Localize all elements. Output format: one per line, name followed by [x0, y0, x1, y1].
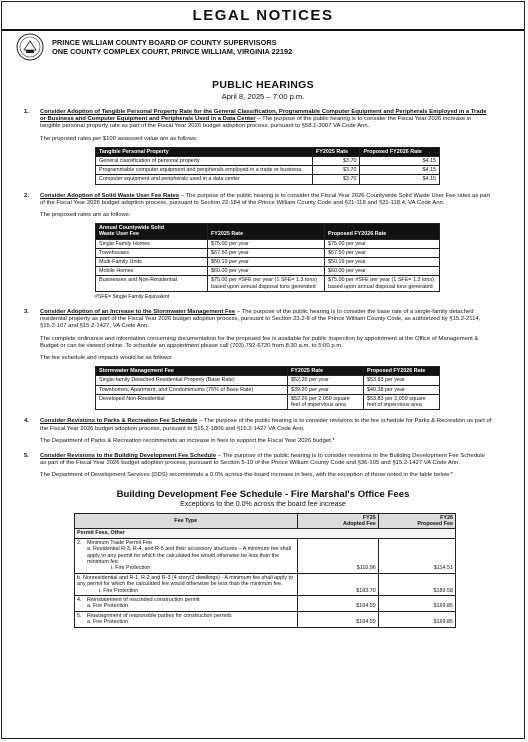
item-text: The complete ordinance and information concerning documentation for the proposed fee is available for public inspection by appointment at the Office of Management & Budget or can be viewed online. To schedule an appointment please call (703) 792-6720 from 8:30 a.m. to 5:00 p.m.	[40, 335, 479, 349]
table-row	[96, 394, 440, 409]
item-body: – The purpose of the public hearing is to consider revisions to the Building Development Fee Schedule as part of the Fiscal Year 2026 budget adoption process, pursuant to Section 5-19 of the Prince William County Code and §36-105 and §15.2-1427 VA Code Ann.	[40, 452, 485, 467]
fee-label-text: Reassignment of responsible parties for construction permits	[87, 612, 232, 619]
item-body: – The purpose of the public hearing is to consider the base rate of a single-family detached residential property as part of the Fiscal Year 2026 budget adoption process, pursuant to Section 23.2-8 of the Prince William County Code, as authorized by §15.2-2114, §15.2-107 and §15.2-1427, VA Code Ann.	[40, 309, 481, 330]
item-title: Consider Revisions to the Building Development Fee Schedule	[40, 452, 217, 459]
fee-subitem: a. Fire Protection	[87, 603, 129, 610]
county-seal-icon	[16, 33, 44, 61]
fee-sublabel: a. Residential R-3, R-4, and R-5 and their accessory structures – A minimum fee shall apply to any permit for which the calculated fee would otherwise be less than the minimum fee.	[87, 546, 292, 565]
item-text: The proposed rates per $100 assessed value are as follows:	[40, 135, 198, 142]
item-body: – The purpose of the public hearing is to consider revisions to the fee schedule for Parks & Recreation as part of the Fiscal Year 2026 budget adoption process, pursuant to §15.2-1806 and §15.2-1427 VA Code Ann.	[40, 418, 492, 432]
item-body: – The purpose of the public hearing is to consider the Fiscal Year 2026 increase in tangible personal property rate as part of the Fiscal Year 2026 budget adoption process, pursuant to §58.1-3007 VA Code Ann.	[40, 116, 472, 130]
fee-schedule-title: Building Development Fee Schedule - Fire Marshal's Office Fees	[116, 488, 410, 500]
table-row	[75, 529, 456, 538]
table-cell: $60.00 per year	[325, 267, 440, 276]
fy25-header-bottom: Adopted Fee	[343, 520, 376, 527]
item-text: The Department of Development Services (DDS) recommends a 0.0% across-the-board increase in fees, with the exception of those noted in the table below.*	[40, 472, 453, 479]
fee-label	[75, 573, 298, 595]
table-cell: $53.83 per year	[364, 376, 440, 385]
fy26-value: $169.85	[378, 611, 455, 627]
fee-subitem: i. Fire Protection	[99, 587, 139, 594]
table-cell: $3.70	[313, 157, 360, 166]
item-text: The fee schedule and impacts would be as follows:	[40, 355, 173, 362]
fee-sublabel: b. Nonresidential and R-1, R-2 and R-3 (4 story/2 dwellings) - A minimum fee shall apply to any permit for which the calculated fee would otherwise be less than the minimum fee.	[77, 574, 294, 588]
table-cell: $3.70	[313, 166, 360, 175]
table-cell: $4.15	[360, 157, 440, 166]
fy25-value: $164.59	[297, 611, 378, 627]
table-row	[96, 175, 440, 184]
table-cell: $75.00 per year	[325, 239, 440, 248]
fy25-value: $164.59	[297, 595, 378, 611]
table-header: FY2025 Rate	[208, 224, 325, 239]
fy25-value: $183.70	[297, 573, 378, 595]
row-number: 5.	[77, 612, 82, 619]
item-title: Consider Adoption of Tangible Personal Property Rate for the General Classification, Programmable Computer Equipment and Peripherals Employed in a Trade or Business and Computer Equipment and Peripherals Used in a Data Center	[40, 109, 487, 123]
table-row	[96, 166, 440, 175]
table-cell: $4.15	[360, 166, 440, 175]
table-cell: Programmable computer equipment and peripherals employed in a trade or business	[96, 166, 313, 175]
item-text: The Department of Parks & Recreation recommends an increase in fees to support the Fiscal Year 2026 budget.*	[40, 437, 335, 444]
table-cell: Developed Non-Residential	[96, 394, 288, 409]
page-title: PUBLIC HEARINGS	[212, 79, 314, 91]
table-cell: Computer equipment and peripherals used in a data center	[96, 175, 313, 184]
fee-label-text: Minimum Trade Permit Fee	[87, 539, 153, 546]
section-label: Permit Fees, Other	[75, 529, 456, 538]
fy25-header	[297, 513, 378, 529]
table-row	[96, 376, 440, 385]
item-title: Consider Adoption of an Increase to the Stormwater Management Fee	[40, 309, 236, 316]
agency-address: ONE COUNTY COMPLEX COURT, PRINCE WILLIAM, VIRGINIA 22192	[52, 47, 293, 56]
table-cell: Mobile Homes	[96, 267, 208, 276]
table-row	[75, 538, 456, 573]
table-row	[96, 267, 440, 276]
table-header: Stormwater Management Fee	[96, 367, 288, 376]
fy26-header	[378, 513, 455, 529]
table-cell: $67.50 per year	[325, 248, 440, 257]
table-cell: $75.00 per year	[208, 239, 325, 248]
fy25-header-top: FY25	[362, 514, 376, 521]
fy26-value: $114.51	[378, 538, 455, 573]
table-cell: $3.70	[313, 175, 360, 184]
masthead: LEGAL NOTICES	[2, 2, 524, 31]
table-row	[75, 611, 456, 627]
fy26-header-bottom: Proposed Fee	[417, 520, 453, 527]
item-number: 1.	[24, 109, 29, 115]
fire-marshal-fee-table	[74, 513, 456, 628]
table-cell: $52.26 per 2,059 square feet of impervious area	[288, 394, 364, 409]
table-row	[75, 595, 456, 611]
tpp-rate-table	[95, 147, 440, 185]
table-footnote: #SFE= Single Family Equivalent	[95, 293, 170, 300]
table-cell: Single-family Detached Residential Property (Base Rate)	[96, 376, 288, 385]
notice-item-2	[24, 193, 492, 301]
agency-header	[2, 31, 524, 61]
table-header-bottom: Waste User Fee	[99, 231, 139, 238]
table-cell: $39.20 per year	[288, 385, 364, 394]
table-row	[96, 248, 440, 257]
table-cell: Townhouses	[96, 248, 208, 257]
fy26-value: $169.85	[378, 595, 455, 611]
table-cell: $60.00 per year	[208, 267, 325, 276]
notice-content	[2, 109, 524, 480]
notice-item-3	[24, 309, 492, 410]
table-cell: $50.19 per year	[208, 258, 325, 267]
fy26-header-top: FY26	[440, 514, 453, 521]
table-header: FY2025 Rate	[288, 367, 364, 376]
legal-notice-page	[1, 1, 525, 739]
stormwater-fee-table	[95, 366, 440, 410]
table-cell: Single Family Homes	[96, 239, 208, 248]
fee-subitem: i. Fire Protection	[111, 565, 151, 572]
fee-type-header: Fee Type	[75, 513, 298, 529]
table-cell: $52.26 per year	[288, 376, 364, 385]
agency-name: PRINCE WILLIAM COUNTY BOARD OF COUNTY SUPERVISORS	[52, 38, 277, 47]
fee-label	[75, 595, 298, 611]
table-cell: Townhomes, Apartment, and Condominiums (75% of Base Rate)	[96, 385, 288, 394]
table-row	[75, 573, 456, 595]
table-row	[96, 239, 440, 248]
item-number: 4.	[24, 418, 29, 425]
item-text: The proposed rates are as follows:	[40, 212, 131, 219]
table-row	[96, 258, 440, 267]
item-number: 3.	[24, 309, 29, 316]
table-cell: $75.00 per #SFE per year (1 SFE= 1.3 tons) based upon annual disposal tons generated	[208, 276, 325, 291]
table-header: FY2025 Rate	[313, 147, 360, 156]
table-cell: $40.38 per year	[364, 385, 440, 394]
table-cell: $75.00 per #SFE per year (1 SFE= 1.3 tons) based upon annual disposal tons generated	[325, 276, 440, 291]
item-number: 5.	[24, 452, 29, 459]
fee-subitem: a. Fire Protection	[87, 619, 129, 626]
item-body: – The purpose of the public hearing is to consider the Fiscal Year 2026 Countywide Solid Waste User Fee rates as part of the Fiscal Year 2026 budget adoption process, pursuant to Section 22-184 of the Prince William County Code and §21-118 and §21-118.4, VA Code Ann.	[40, 192, 491, 206]
fee-label-text: Reinstatement of rescinded construction permit	[87, 596, 200, 603]
table-cell: $67.50 per year	[208, 248, 325, 257]
fee-label	[75, 611, 298, 627]
table-header: Proposed FY2026 Rate	[360, 147, 440, 156]
fy25-value: $110.96	[297, 538, 378, 573]
table-cell: $53.83 per 2,059 square feet of impervious area	[364, 394, 440, 409]
notice-item-1	[24, 109, 492, 185]
item-number: 2.	[24, 192, 29, 199]
fee-schedule-subtitle: Exceptions to the 0.0% across the board fee increase	[180, 500, 346, 508]
table-cell: $4.15	[360, 175, 440, 184]
solid-waste-fee-table	[95, 223, 440, 292]
fy26-value: $189.58	[378, 573, 455, 595]
table-row	[96, 276, 440, 291]
row-number: 2.	[77, 539, 82, 546]
table-cell: Businesses and Non-Residential	[96, 276, 208, 291]
table-header-top: Annual Countywide Solid	[99, 225, 164, 232]
item-title: Consider Adoption of Solid Waste User Fee Rates	[40, 192, 179, 199]
row-number: 4.	[77, 596, 82, 603]
table-cell: General classification of personal property	[96, 157, 313, 166]
hearing-date: April 8, 2025 – 7:00 p.m.	[221, 92, 305, 101]
notice-item-4	[24, 418, 492, 445]
table-header: Proposed FY2026 Rate	[364, 367, 440, 376]
table-cell: $50.19 per year	[325, 258, 440, 267]
table-row	[96, 157, 440, 166]
table-header	[96, 224, 208, 239]
table-header: Proposed FY2026 Rate	[325, 224, 440, 239]
table-row	[96, 385, 440, 394]
notice-item-5	[24, 453, 492, 480]
fee-label	[75, 538, 298, 573]
table-cell: Multi-Family Units	[96, 258, 208, 267]
table-header: Tangible Personal Property	[96, 147, 313, 156]
agency-text	[52, 38, 292, 56]
item-title: Consider Revisions to Parks & Recreation Fee Schedule	[40, 418, 198, 425]
